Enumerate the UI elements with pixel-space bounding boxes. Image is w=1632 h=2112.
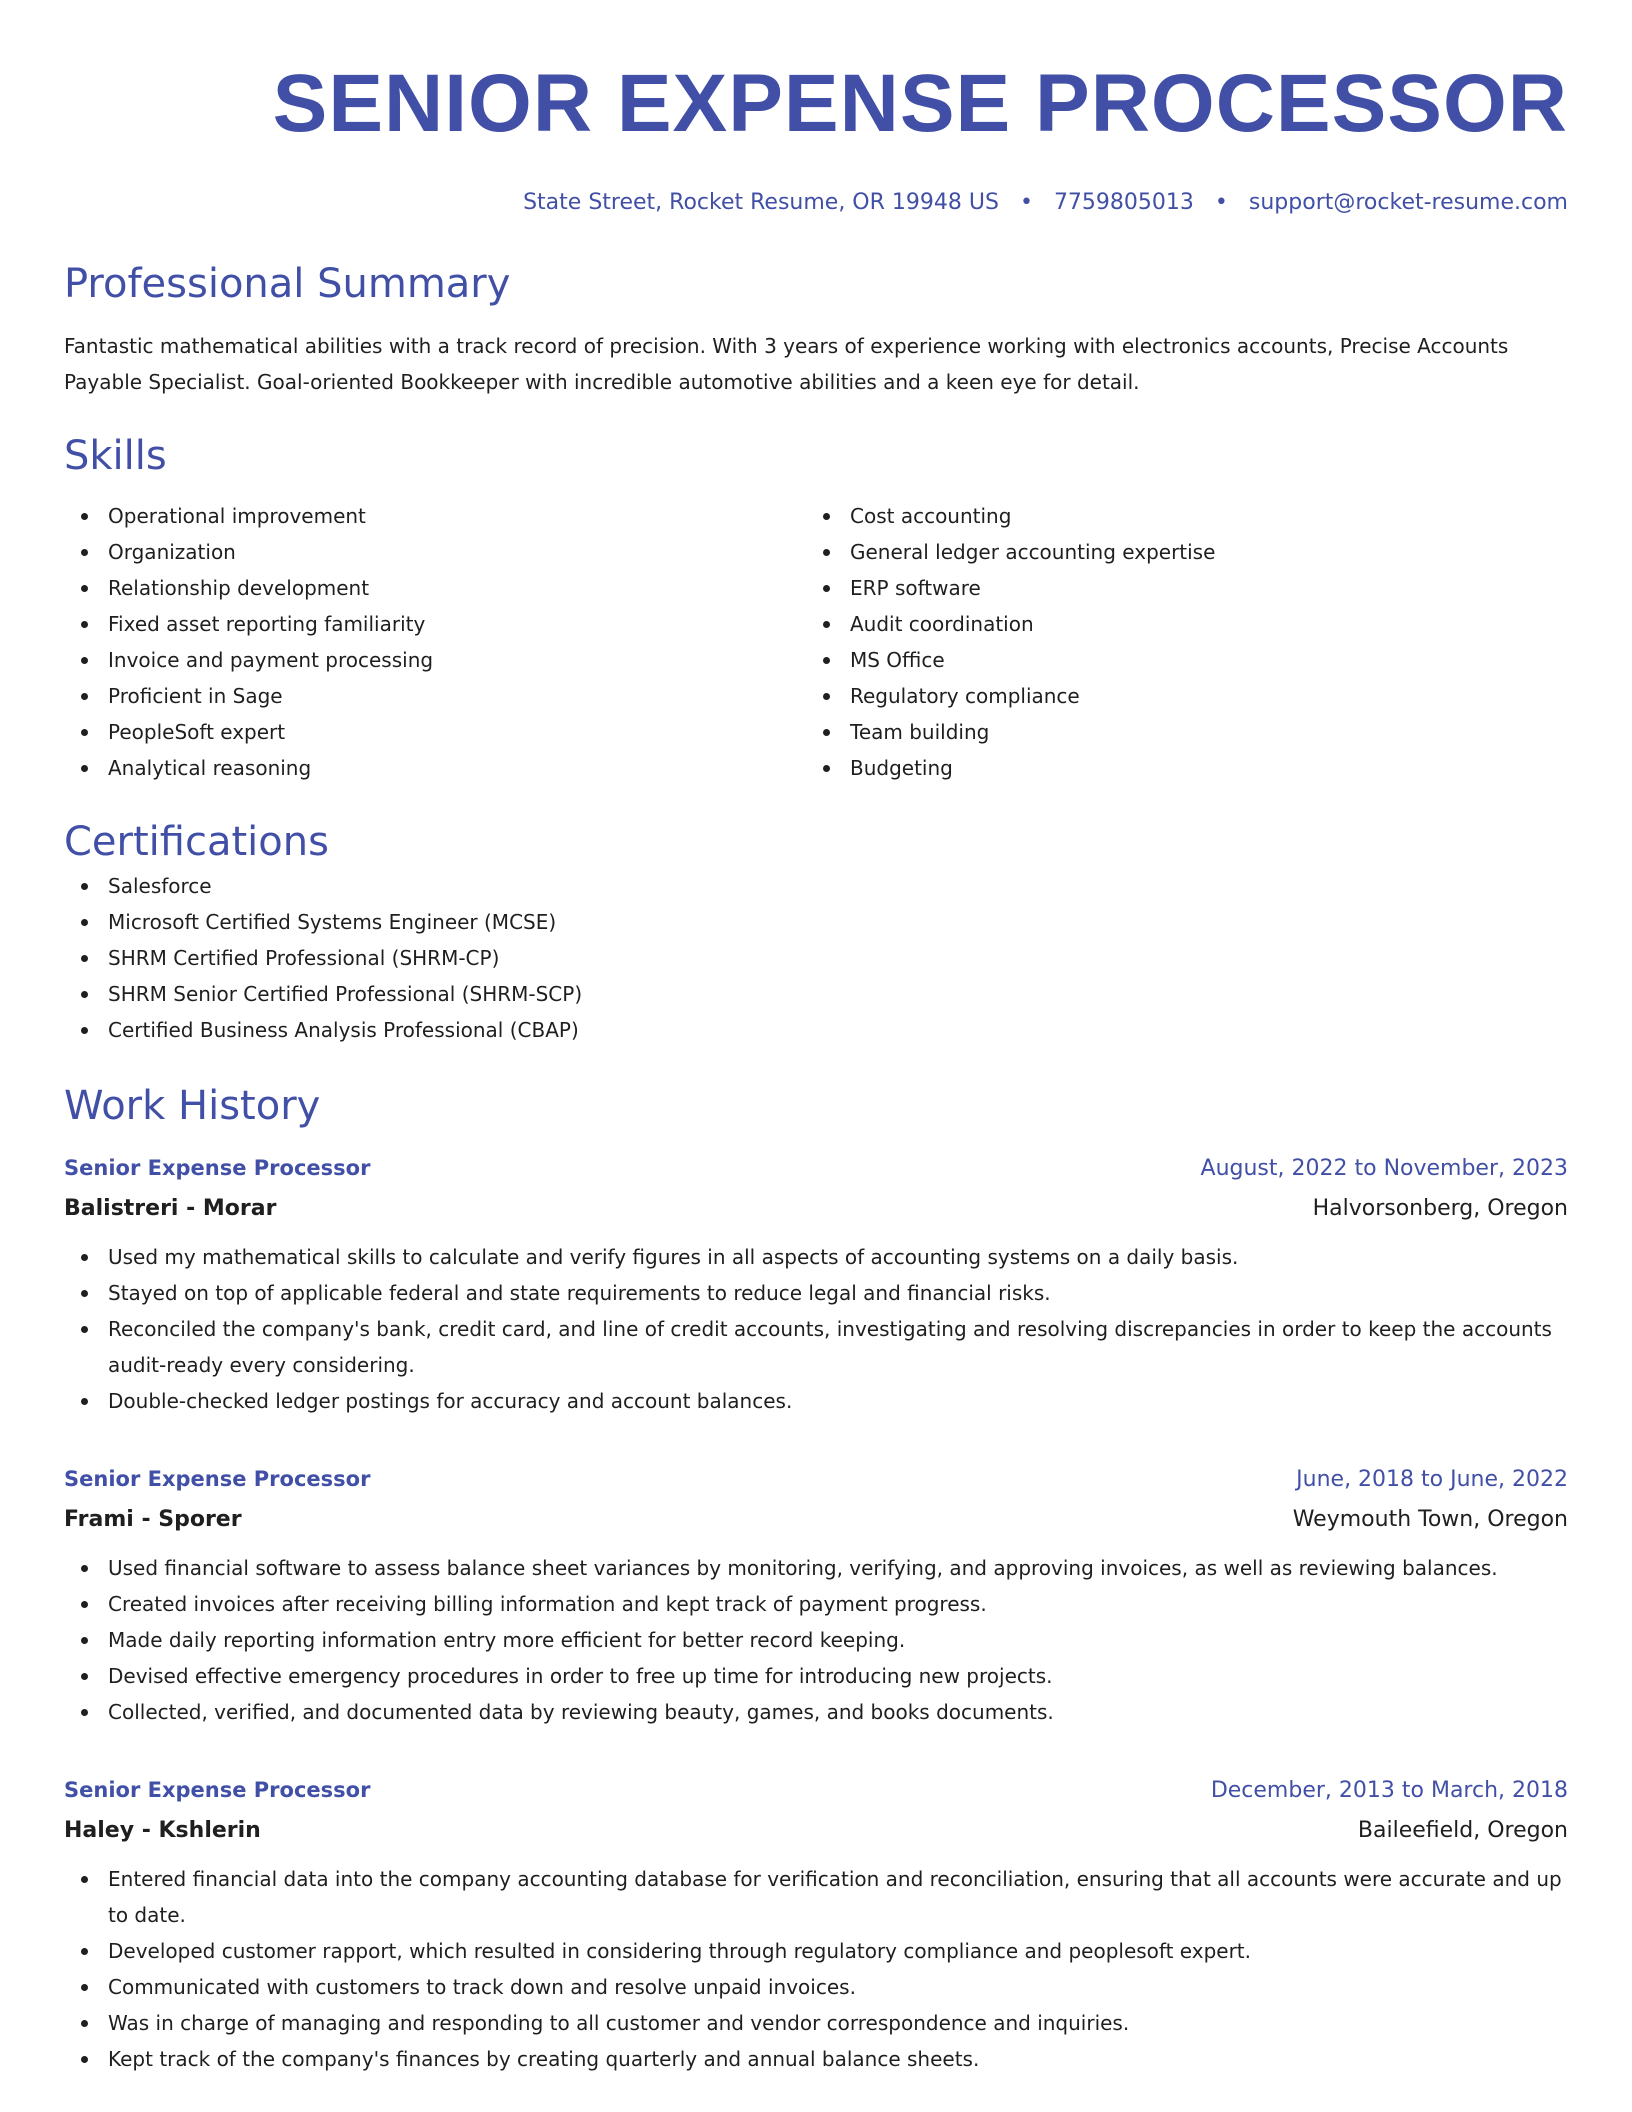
- skill-item: ERP software: [806, 570, 1548, 606]
- skills-list-right: [806, 498, 1548, 786]
- job-company-row: [64, 1811, 1568, 1851]
- job-bullets: [64, 1239, 1568, 1419]
- job-entry: [64, 1148, 1568, 1419]
- job-entry: [64, 1459, 1568, 1730]
- skill-item: Team building: [806, 714, 1548, 750]
- job-bullet: Stayed on top of applicable federal and state requirements to reduce legal and financial risks.: [64, 1275, 1568, 1311]
- skill-item: MS Office: [806, 642, 1548, 678]
- job-bullet: Created invoices after receiving billing information and kept track of payment progress.: [64, 1586, 1568, 1622]
- job-title: Senior Expense Processor: [64, 1467, 371, 1491]
- job-dates: August, 2022 to November, 2023: [1200, 1156, 1568, 1181]
- skill-item: Regulatory compliance: [806, 678, 1548, 714]
- job-bullets: [64, 1550, 1568, 1730]
- summary-heading: Professional Summary: [64, 261, 511, 307]
- contact-separator: •: [1019, 190, 1033, 215]
- job-company: Balistreri - Morar: [64, 1196, 277, 1221]
- job-bullet: Used my mathematical skills to calculate and verify figures in all aspects of accounting systems on a daily basis.: [64, 1239, 1568, 1275]
- skill-item: Proficient in Sage: [64, 678, 806, 714]
- certifications-list: [64, 868, 1568, 1048]
- skill-item: PeopleSoft expert: [64, 714, 806, 750]
- skills-list-left: [64, 498, 806, 786]
- job-company-row: [64, 1500, 1568, 1540]
- skill-item: Operational improvement: [64, 498, 806, 534]
- job-company: Frami - Sporer: [64, 1507, 242, 1532]
- job-bullet: Reconciled the company's bank, credit card, and line of credit accounts, investigating and resolving discrepancies in order to keep the accounts audit-ready every considering.: [64, 1311, 1568, 1383]
- skill-item: Organization: [64, 534, 806, 570]
- job-title-row: [64, 1148, 1568, 1189]
- job-title: Senior Expense Processor: [64, 1156, 371, 1180]
- certification-item: Microsoft Certified Systems Engineer (MCSE): [64, 904, 1568, 940]
- job-bullet: Double-checked ledger postings for accuracy and account balances.: [64, 1383, 1568, 1419]
- skill-item: Cost accounting: [806, 498, 1548, 534]
- job-bullet: Developed customer rapport, which resulted in considering through regulatory compliance and peoplesoft expert.: [64, 1933, 1568, 1969]
- job-bullet: Was in charge of managing and responding to all customer and vendor correspondence and inquiries.: [64, 2005, 1568, 2041]
- contact-line: [64, 188, 1568, 218]
- skills-columns: [64, 498, 1568, 786]
- job-bullet: Entered financial data into the company accounting database for verification and reconciliation, ensuring that all accounts were accurate and up to date.: [64, 1861, 1568, 1933]
- skill-item: Fixed asset reporting familiarity: [64, 606, 806, 642]
- contact-phone[interactable]: 7759805013: [1053, 190, 1194, 215]
- job-company: Haley - Kshlerin: [64, 1818, 261, 1843]
- job-dates: June, 2018 to June, 2022: [1296, 1467, 1568, 1492]
- job-bullet: Used financial software to assess balance sheet variances by monitoring, verifying, and approving invoices, as well as reviewing balances.: [64, 1550, 1568, 1586]
- skills-heading: Skills: [64, 433, 167, 479]
- certifications-heading: Certifications: [64, 819, 329, 865]
- contact-separator: •: [1214, 190, 1228, 215]
- skill-item: Analytical reasoning: [64, 750, 806, 786]
- job-bullet: Devised effective emergency procedures in order to free up time for introducing new projects.: [64, 1658, 1568, 1694]
- job-entry: [64, 1770, 1568, 2077]
- job-bullet: Kept track of the company's finances by creating quarterly and annual balance sheets.: [64, 2041, 1568, 2077]
- job-bullet: Collected, verified, and documented data by reviewing beauty, games, and books documents.: [64, 1694, 1568, 1730]
- job-company-row: [64, 1189, 1568, 1229]
- summary-text: Fantastic mathematical abilities with a track record of precision. With 3 years of experience working with electronics accounts, Precise Accounts Payable Specialist. Goal-oriented Bookkeeper with incredible automotive abilities and a keen eye for detail.: [64, 334, 1509, 394]
- job-title: Senior Expense Processor: [64, 1778, 371, 1802]
- skill-item: Budgeting: [806, 750, 1548, 786]
- resume-header: [64, 0, 1568, 218]
- job-bullet: Communicated with customers to track down and resolve unpaid invoices.: [64, 1969, 1568, 2005]
- certification-item: Salesforce: [64, 868, 1568, 904]
- job-location: Baileefield, Oregon: [1357, 1818, 1568, 1843]
- job-title-row: [64, 1770, 1568, 1811]
- contact-email[interactable]: support@rocket-resume.com: [1248, 190, 1568, 215]
- job-location: Halvorsonberg, Oregon: [1312, 1196, 1568, 1221]
- skill-item: Invoice and payment processing: [64, 642, 806, 678]
- job-title-row: [64, 1459, 1568, 1500]
- skill-item: Audit coordination: [806, 606, 1548, 642]
- work-history-heading: Work History: [64, 1083, 321, 1129]
- contact-address: State Street, Rocket Resume, OR 19948 US: [523, 190, 999, 215]
- certification-item: SHRM Senior Certified Professional (SHRM-SCP): [64, 976, 1568, 1012]
- skill-item: General ledger accounting expertise: [806, 534, 1548, 570]
- job-dates: December, 2013 to March, 2018: [1210, 1778, 1568, 1803]
- job-bullet: Made daily reporting information entry more efficient for better record keeping.: [64, 1622, 1568, 1658]
- job-bullets: [64, 1861, 1568, 2077]
- certification-item: Certified Business Analysis Professional (CBAP): [64, 1012, 1568, 1048]
- certification-item: SHRM Certified Professional (SHRM-CP): [64, 940, 1568, 976]
- skill-item: Relationship development: [64, 570, 806, 606]
- candidate-title: SENIOR EXPENSE PROCESSOR: [272, 58, 1568, 149]
- job-location: Weymouth Town, Oregon: [1292, 1507, 1568, 1532]
